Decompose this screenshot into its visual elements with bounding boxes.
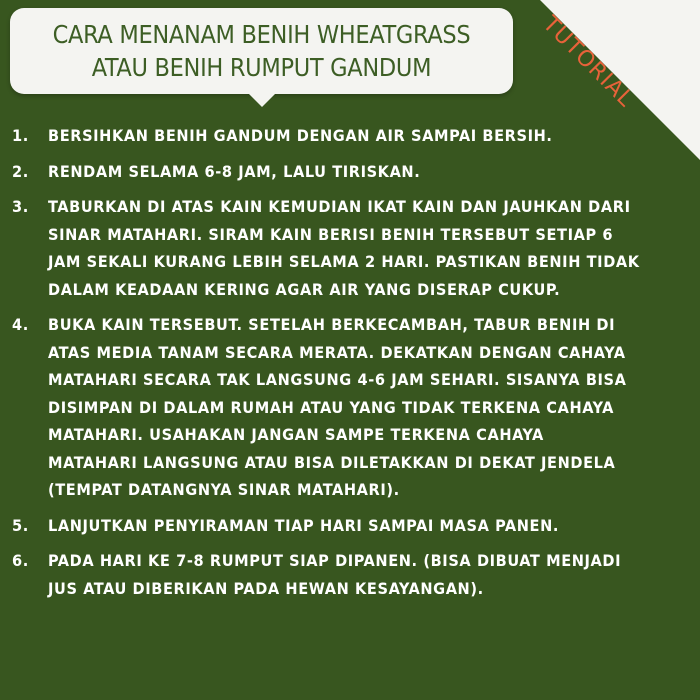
step-number: 2. — [12, 161, 29, 181]
title-line-1: CARA MENANAM BENIH WHEATGRASS — [52, 20, 471, 49]
step-item — [12, 122, 692, 150]
step-text: BERSIHKAN BENIH GANDUM DENGAN AIR SAMPAI BERSIH. — [48, 126, 553, 145]
step-item — [12, 193, 692, 303]
steps-list — [12, 122, 692, 610]
step-number: 6. — [12, 551, 29, 570]
step-item — [12, 158, 692, 186]
step-number: 4. — [12, 315, 29, 334]
step-text: LANJUTKAN PENYIRAMAN TIAP HARI SAMPAI MASA PANEN. — [48, 515, 560, 535]
step-text: RENDAM SELAMA 6-8 JAM, LALU TIRISKAN. — [48, 161, 421, 181]
step-text: PADA HARI KE 7-8 RUMPUT SIAP DIPANEN. (BISA DIBUAT MENJADI JUS ATAU DIBERIKAN PADA HEWAN KESAYANGAN). — [48, 551, 622, 598]
step-item — [12, 547, 692, 602]
step-number: 3. — [12, 197, 29, 216]
title-line-2: ATAU BENIH RUMPUT GANDUM — [91, 53, 432, 82]
step-text: BUKA KAIN TERSEBUT. SETELAH BERKECAMBAH, TABUR BENIH DI ATAS MEDIA TANAM SECARA MERATA. DEKATKAN DENGAN CAHAYA MATAHARI SECARA TAK LANGSUNG 4-6 JAM SEHARI. SISANYA BISA DISIMPAN DI DALAM RUMAH ATAU YANG TIDAK TERKENA CAHAYA MATAHARI. USAHAKAN JANGAN SAMPE TERKENA CAHAYA MATAHARI LANGSUNG ATAU BISA DILETAKKAN DI DEKAT JENDELA (TEMPAT DATANGNYA SINAR MATAHARI). — [48, 315, 627, 499]
step-number: 5. — [12, 515, 29, 535]
step-item — [12, 512, 692, 540]
page-title — [10, 18, 513, 84]
title-banner — [10, 8, 513, 94]
ribbon-label: TUTORIAL — [537, 11, 639, 113]
step-item — [12, 311, 692, 504]
step-number: 1. — [12, 126, 29, 145]
step-text: TABURKAN DI ATAS KAIN KEMUDIAN IKAT KAIN DAN JAUHKAN DARI SINAR MATAHARI. SIRAM KAIN BERISI BENIH TERSEBUT SETIAP 6 JAM SEKALI KURANG LEBIH SELAMA 2 HARI. PASTIKAN BENIH TIDAK DALAM KEADAAN KERING AGAR AIR YANG DISERAP CUKUP. — [48, 197, 640, 299]
